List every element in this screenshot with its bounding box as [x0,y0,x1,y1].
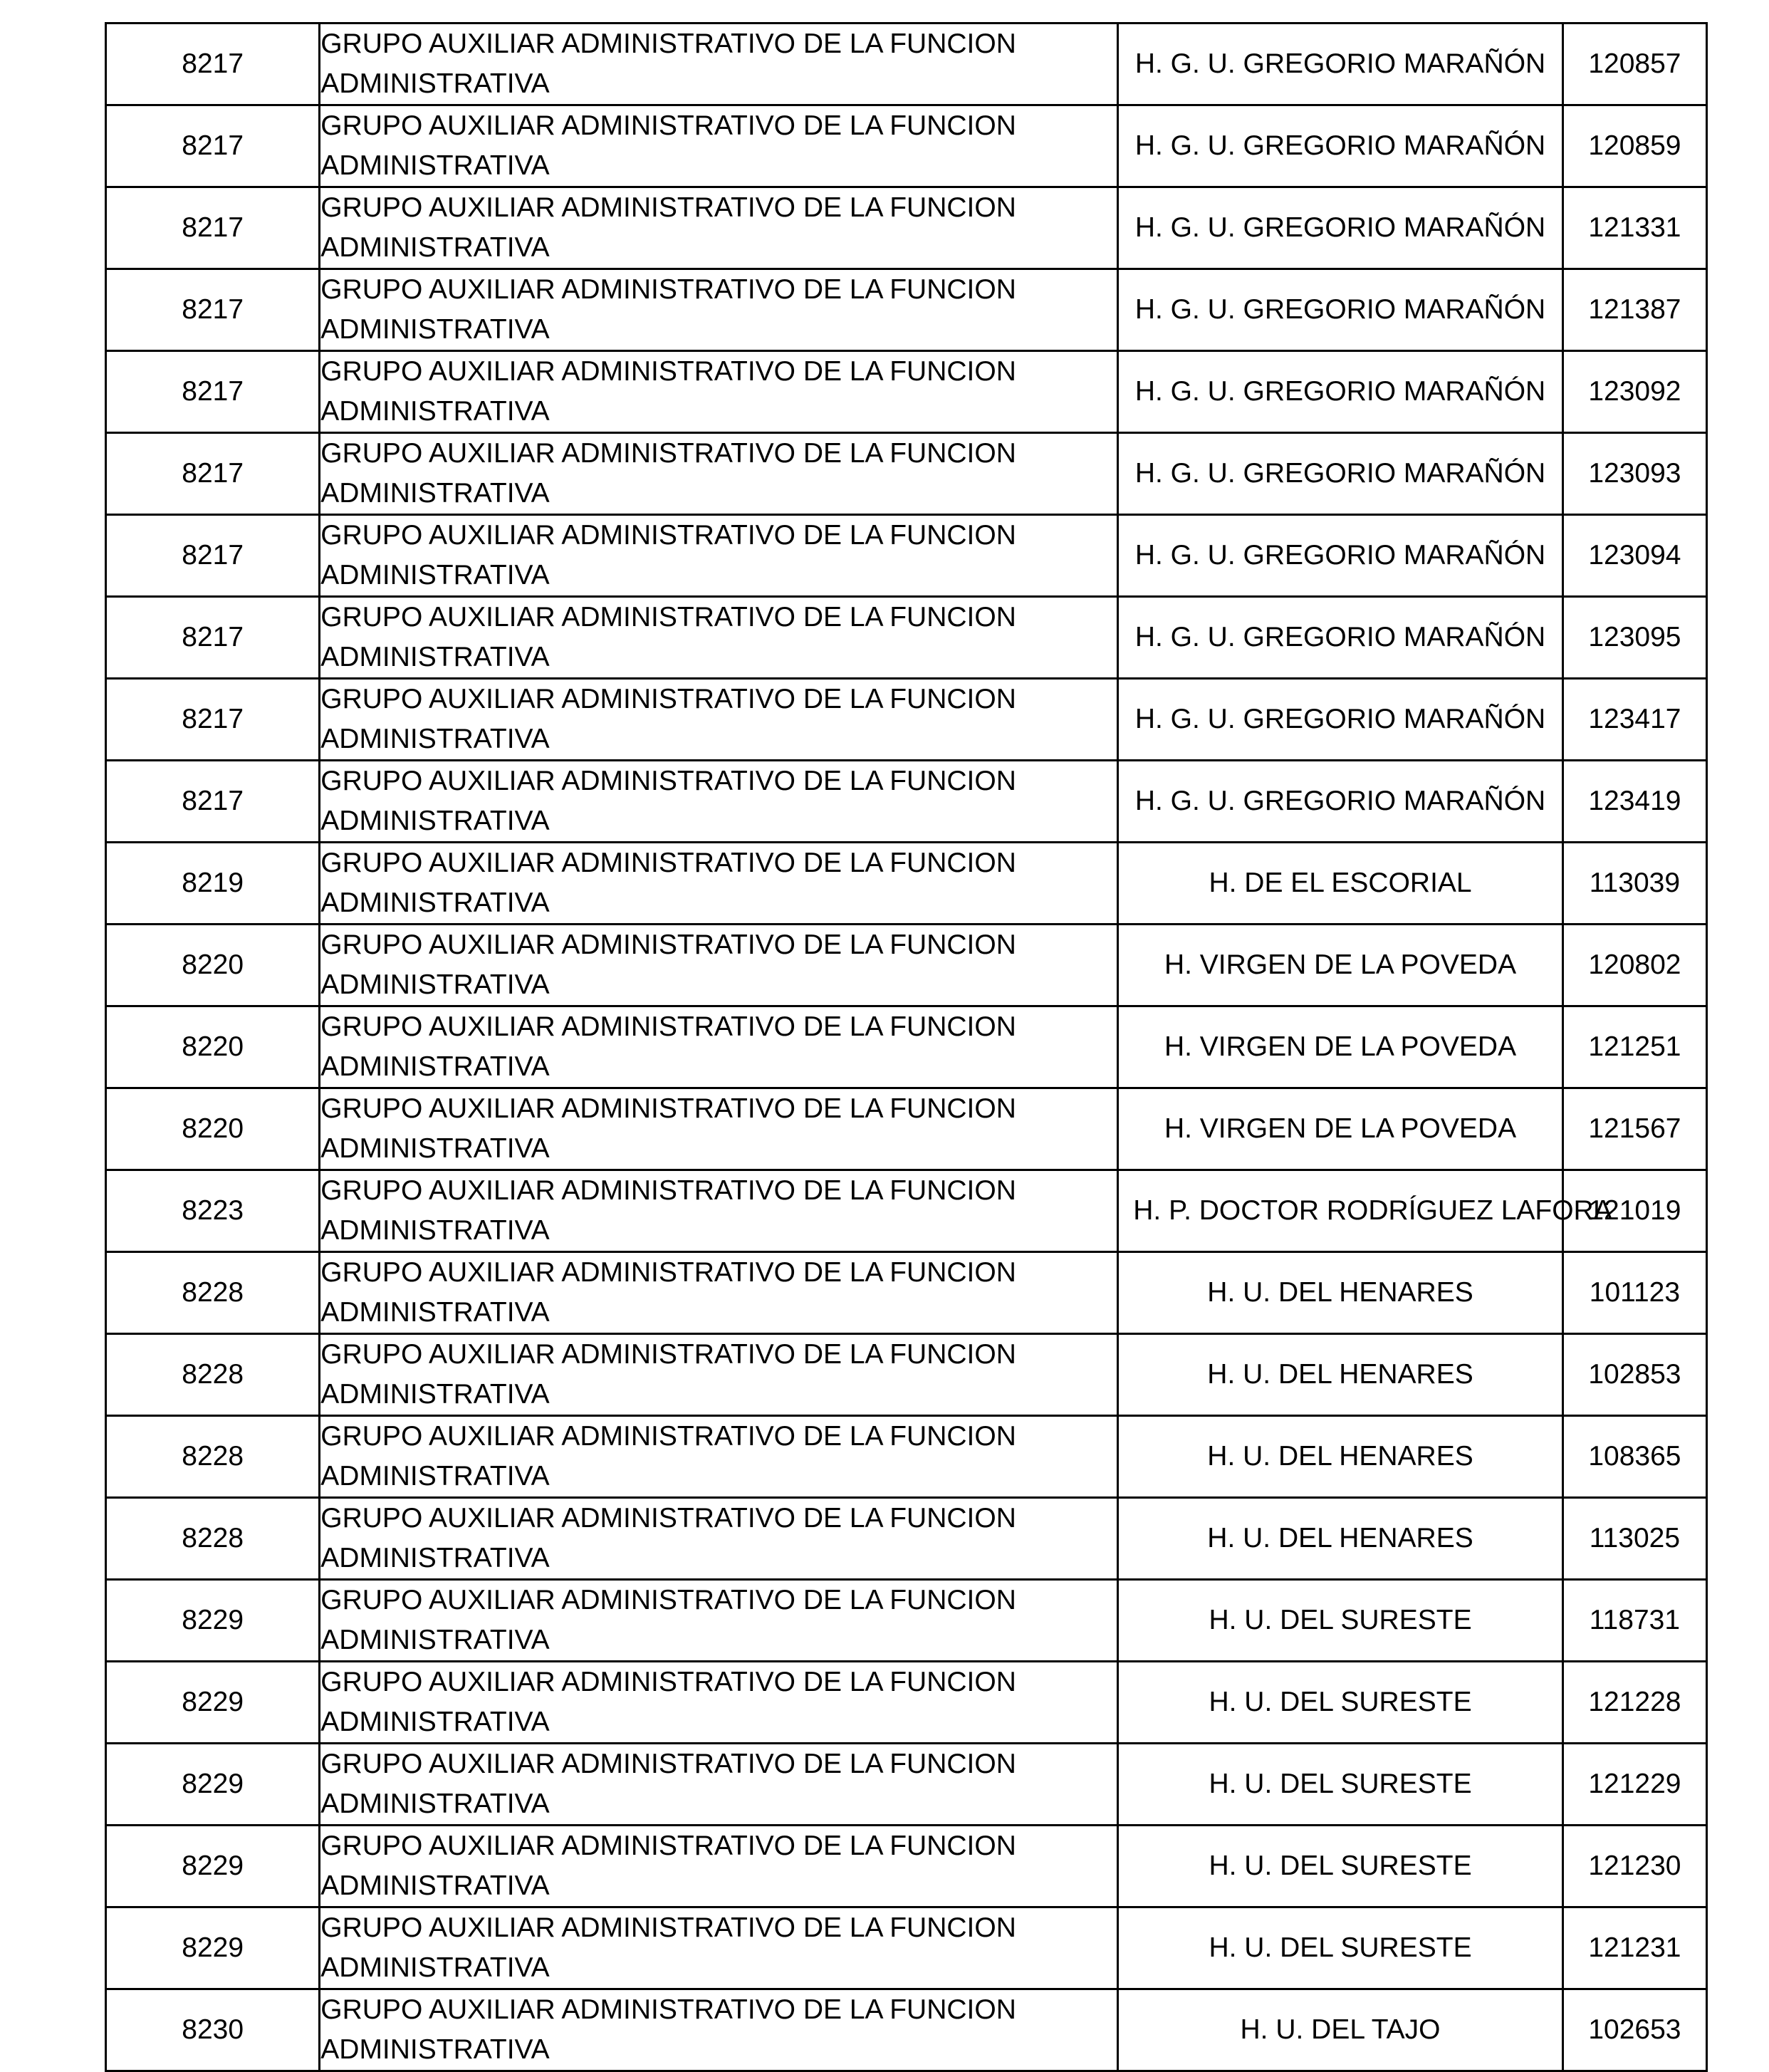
table-row [106,1088,1707,1170]
cell-center [1118,1334,1563,1416]
center-name: H. G. U. GREGORIO MARAÑÓN [1134,540,1546,571]
cell-group [320,679,1118,761]
group-line-2: ADMINISTRATIVA [320,314,550,345]
cell-code: 8217 [106,351,320,433]
center-name: H. DE EL ESCORIAL [1209,868,1472,898]
center-name: H. VIRGEN DE LA POVEDA [1164,949,1517,980]
center-name: H. P. DOCTOR RODRÍGUEZ LAFORA [1133,1195,1612,1226]
cell-number: 123092 [1562,351,1706,433]
table-row [106,1662,1707,1744]
group-line-1: GRUPO AUXILIAR ADMINISTRATIVO DE LA FUNCION [320,1421,1016,1452]
center-name: H. G. U. GREGORIO MARAÑÓN [1134,294,1546,325]
cell-group [320,1989,1118,2071]
group-line-2: ADMINISTRATIVA [320,1297,550,1328]
group-line-2: ADMINISTRATIVA [320,478,550,509]
cell-group [320,269,1118,351]
group-line-1: GRUPO AUXILIAR ADMINISTRATIVO DE LA FUNCION [320,438,1016,469]
group-line-1: GRUPO AUXILIAR ADMINISTRATIVO DE LA FUNCION [320,356,1016,387]
cell-group [320,1170,1118,1252]
cell-center [1118,1416,1563,1498]
cell-center [1118,1580,1563,1662]
group-line-1: GRUPO AUXILIAR ADMINISTRATIVO DE LA FUNCION [320,1175,1016,1206]
table-row [106,24,1707,105]
cell-center [1118,105,1563,187]
cell-number: 120859 [1562,105,1706,187]
cell-code: 8217 [106,24,320,105]
group-line-2: ADMINISTRATIVA [320,1215,550,1246]
cell-center [1118,761,1563,843]
cell-code: 8229 [106,1744,320,1826]
cell-center [1118,597,1563,679]
center-name: H. G. U. GREGORIO MARAÑÓN [1134,786,1546,816]
cell-group [320,187,1118,269]
table-row [106,1989,1707,2071]
group-line-2: ADMINISTRATIVA [320,969,550,1000]
group-line-2: ADMINISTRATIVA [320,2034,550,2065]
cell-center [1118,351,1563,433]
cell-group [320,433,1118,515]
group-line-2: ADMINISTRATIVA [320,1133,550,1164]
cell-code: 8219 [106,843,320,925]
cell-code: 8217 [106,761,320,843]
table-row [106,187,1707,269]
table-row [106,269,1707,351]
center-name: H. U. DEL HENARES [1207,1523,1473,1553]
center-name: H. G. U. GREGORIO MARAÑÓN [1134,130,1546,161]
group-line-2: ADMINISTRATIVA [320,1051,550,1082]
center-name: H. U. DEL SURESTE [1209,1932,1472,1963]
cell-group [320,843,1118,925]
cell-number: 102853 [1562,1334,1706,1416]
cell-code: 8229 [106,1826,320,1907]
group-line-2: ADMINISTRATIVA [320,1379,550,1410]
cell-number: 102653 [1562,1989,1706,2071]
cell-group [320,105,1118,187]
table-row [106,1006,1707,1088]
group-line-1: GRUPO AUXILIAR ADMINISTRATIVO DE LA FUNCION [320,930,1016,960]
group-line-1: GRUPO AUXILIAR ADMINISTRATIVO DE LA FUNCION [320,1339,1016,1370]
group-line-1: GRUPO AUXILIAR ADMINISTRATIVO DE LA FUNCION [320,1011,1016,1042]
cell-code: 8217 [106,515,320,597]
group-line-1: GRUPO AUXILIAR ADMINISTRATIVO DE LA FUNCION [320,520,1016,551]
table-row [106,925,1707,1006]
cell-code: 8220 [106,1088,320,1170]
cell-group [320,1907,1118,1989]
cell-code: 8217 [106,269,320,351]
cell-number: 123093 [1562,433,1706,515]
cell-number: 113039 [1562,843,1706,925]
group-line-1: GRUPO AUXILIAR ADMINISTRATIVO DE LA FUNCION [320,602,1016,632]
cell-code: 8223 [106,1170,320,1252]
table-body [106,24,1707,2071]
cell-number: 120857 [1562,24,1706,105]
group-line-1: GRUPO AUXILIAR ADMINISTRATIVO DE LA FUNCION [320,1831,1016,1861]
cell-number: 121331 [1562,187,1706,269]
table-row [106,1170,1707,1252]
group-line-2: ADMINISTRATIVA [320,1461,550,1491]
group-line-2: ADMINISTRATIVA [320,1789,550,1819]
cell-group [320,351,1118,433]
group-line-2: ADMINISTRATIVA [320,396,550,427]
table-row [106,1334,1707,1416]
center-name: H. U. DEL HENARES [1207,1359,1473,1390]
cell-group [320,1006,1118,1088]
cell-code: 8228 [106,1498,320,1580]
center-name: H. U. DEL SURESTE [1209,1605,1472,1635]
group-line-2: ADMINISTRATIVA [320,1870,550,1901]
cell-center [1118,1907,1563,1989]
group-line-1: GRUPO AUXILIAR ADMINISTRATIVO DE LA FUNCION [320,848,1016,878]
table-row [106,1498,1707,1580]
center-name: H. VIRGEN DE LA POVEDA [1164,1113,1517,1144]
group-line-1: GRUPO AUXILIAR ADMINISTRATIVO DE LA FUNCION [320,1994,1016,2025]
group-line-1: GRUPO AUXILIAR ADMINISTRATIVO DE LA FUNCION [320,274,1016,305]
table-row [106,1744,1707,1826]
cell-code: 8217 [106,679,320,761]
cell-center [1118,1744,1563,1826]
cell-number: 121231 [1562,1907,1706,1989]
table-row [106,1580,1707,1662]
cell-code: 8217 [106,187,320,269]
cell-code: 8217 [106,105,320,187]
group-line-1: GRUPO AUXILIAR ADMINISTRATIVO DE LA FUNCION [320,1503,1016,1534]
group-line-2: ADMINISTRATIVA [320,560,550,590]
cell-code: 8229 [106,1662,320,1744]
cell-center [1118,1088,1563,1170]
cell-group [320,1416,1118,1498]
group-line-2: ADMINISTRATIVA [320,887,550,918]
cell-code: 8217 [106,597,320,679]
group-line-1: GRUPO AUXILIAR ADMINISTRATIVO DE LA FUNCION [320,28,1016,59]
table-row [106,515,1707,597]
cell-group [320,1088,1118,1170]
cell-center [1118,1662,1563,1744]
cell-code: 8228 [106,1334,320,1416]
cell-code: 8220 [106,1006,320,1088]
cell-code: 8220 [106,925,320,1006]
center-name: H. U. DEL SURESTE [1209,1850,1472,1881]
cell-number: 123417 [1562,679,1706,761]
cell-number: 121387 [1562,269,1706,351]
table-row [106,105,1707,187]
cell-number: 123094 [1562,515,1706,597]
center-name: H. VIRGEN DE LA POVEDA [1164,1031,1517,1062]
group-line-2: ADMINISTRATIVA [320,806,550,836]
cell-group [320,1334,1118,1416]
cell-code: 8228 [106,1416,320,1498]
cell-center [1118,1252,1563,1334]
table-row [106,351,1707,433]
group-line-2: ADMINISTRATIVA [320,68,550,99]
table-row [106,433,1707,515]
group-line-1: GRUPO AUXILIAR ADMINISTRATIVO DE LA FUNCION [320,1093,1016,1124]
table-row [106,843,1707,925]
cell-group [320,1580,1118,1662]
cell-number: 121229 [1562,1744,1706,1826]
cell-group [320,515,1118,597]
center-name: H. G. U. GREGORIO MARAÑÓN [1134,212,1546,243]
cell-center [1118,1989,1563,2071]
cell-group [320,761,1118,843]
group-line-1: GRUPO AUXILIAR ADMINISTRATIVO DE LA FUNCION [320,1749,1016,1779]
cell-group [320,597,1118,679]
group-line-1: GRUPO AUXILIAR ADMINISTRATIVO DE LA FUNCION [320,766,1016,796]
cell-center [1118,925,1563,1006]
group-line-1: GRUPO AUXILIAR ADMINISTRATIVO DE LA FUNCION [320,1912,1016,1943]
cell-code: 8228 [106,1252,320,1334]
group-line-2: ADMINISTRATIVA [320,232,550,263]
table-row [106,1907,1707,1989]
center-name: H. U. DEL TAJO [1240,2014,1441,2045]
cell-group [320,1662,1118,1744]
group-line-1: GRUPO AUXILIAR ADMINISTRATIVO DE LA FUNCION [320,1585,1016,1615]
cell-number: 123095 [1562,597,1706,679]
table-row [106,761,1707,843]
cell-number: 121230 [1562,1826,1706,1907]
center-name: H. U. DEL SURESTE [1209,1687,1472,1717]
group-line-2: ADMINISTRATIVA [320,1707,550,1737]
table-row [106,1826,1707,1907]
cell-number: 121019 [1562,1170,1706,1252]
cell-number: 108365 [1562,1416,1706,1498]
center-name: H. U. DEL HENARES [1207,1277,1473,1308]
cell-number: 121567 [1562,1088,1706,1170]
center-name: H. G. U. GREGORIO MARAÑÓN [1134,458,1546,489]
center-name: H. G. U. GREGORIO MARAÑÓN [1134,622,1546,652]
cell-center [1118,515,1563,597]
cell-group [320,1744,1118,1826]
table-row [106,1252,1707,1334]
cell-number: 120802 [1562,925,1706,1006]
cell-center [1118,843,1563,925]
center-name: H. G. U. GREGORIO MARAÑÓN [1134,376,1546,407]
cell-number: 101123 [1562,1252,1706,1334]
table-row [106,1416,1707,1498]
center-name: H. G. U. GREGORIO MARAÑÓN [1134,704,1546,734]
cell-center [1118,1170,1612,1252]
cell-center [1118,433,1563,515]
cell-center [1118,1826,1563,1907]
group-line-2: ADMINISTRATIVA [320,724,550,754]
group-line-1: GRUPO AUXILIAR ADMINISTRATIVO DE LA FUNCION [320,684,1016,714]
cell-group [320,1498,1118,1580]
group-line-2: ADMINISTRATIVA [320,1625,550,1655]
positions-table [105,22,1708,2072]
group-line-1: GRUPO AUXILIAR ADMINISTRATIVO DE LA FUNCION [320,1667,1016,1697]
cell-number: 118731 [1562,1580,1706,1662]
cell-number: 121251 [1562,1006,1706,1088]
group-line-1: GRUPO AUXILIAR ADMINISTRATIVO DE LA FUNCION [320,1257,1016,1288]
cell-number: 123419 [1562,761,1706,843]
cell-code: 8229 [106,1907,320,1989]
center-name: H. U. DEL SURESTE [1209,1769,1472,1799]
center-name: H. G. U. GREGORIO MARAÑÓN [1134,48,1546,79]
table-row [106,597,1707,679]
cell-group [320,1826,1118,1907]
cell-code: 8230 [106,1989,320,2071]
table-row [106,679,1707,761]
cell-number: 121228 [1562,1662,1706,1744]
cell-code: 8217 [106,433,320,515]
group-line-2: ADMINISTRATIVA [320,642,550,672]
cell-center [1118,24,1563,105]
cell-center [1118,269,1563,351]
cell-group [320,24,1118,105]
group-line-2: ADMINISTRATIVA [320,1543,550,1573]
group-line-1: GRUPO AUXILIAR ADMINISTRATIVO DE LA FUNCION [320,192,1016,223]
cell-group [320,1252,1118,1334]
cell-group [320,925,1118,1006]
cell-number: 113025 [1562,1498,1706,1580]
group-line-2: ADMINISTRATIVA [320,150,550,181]
cell-center [1118,1498,1563,1580]
cell-center [1118,1006,1563,1088]
group-line-2: ADMINISTRATIVA [320,1952,550,1983]
cell-code: 8229 [106,1580,320,1662]
center-name: H. U. DEL HENARES [1207,1441,1473,1472]
cell-center [1118,679,1563,761]
group-line-1: GRUPO AUXILIAR ADMINISTRATIVO DE LA FUNCION [320,110,1016,141]
cell-center [1118,187,1563,269]
